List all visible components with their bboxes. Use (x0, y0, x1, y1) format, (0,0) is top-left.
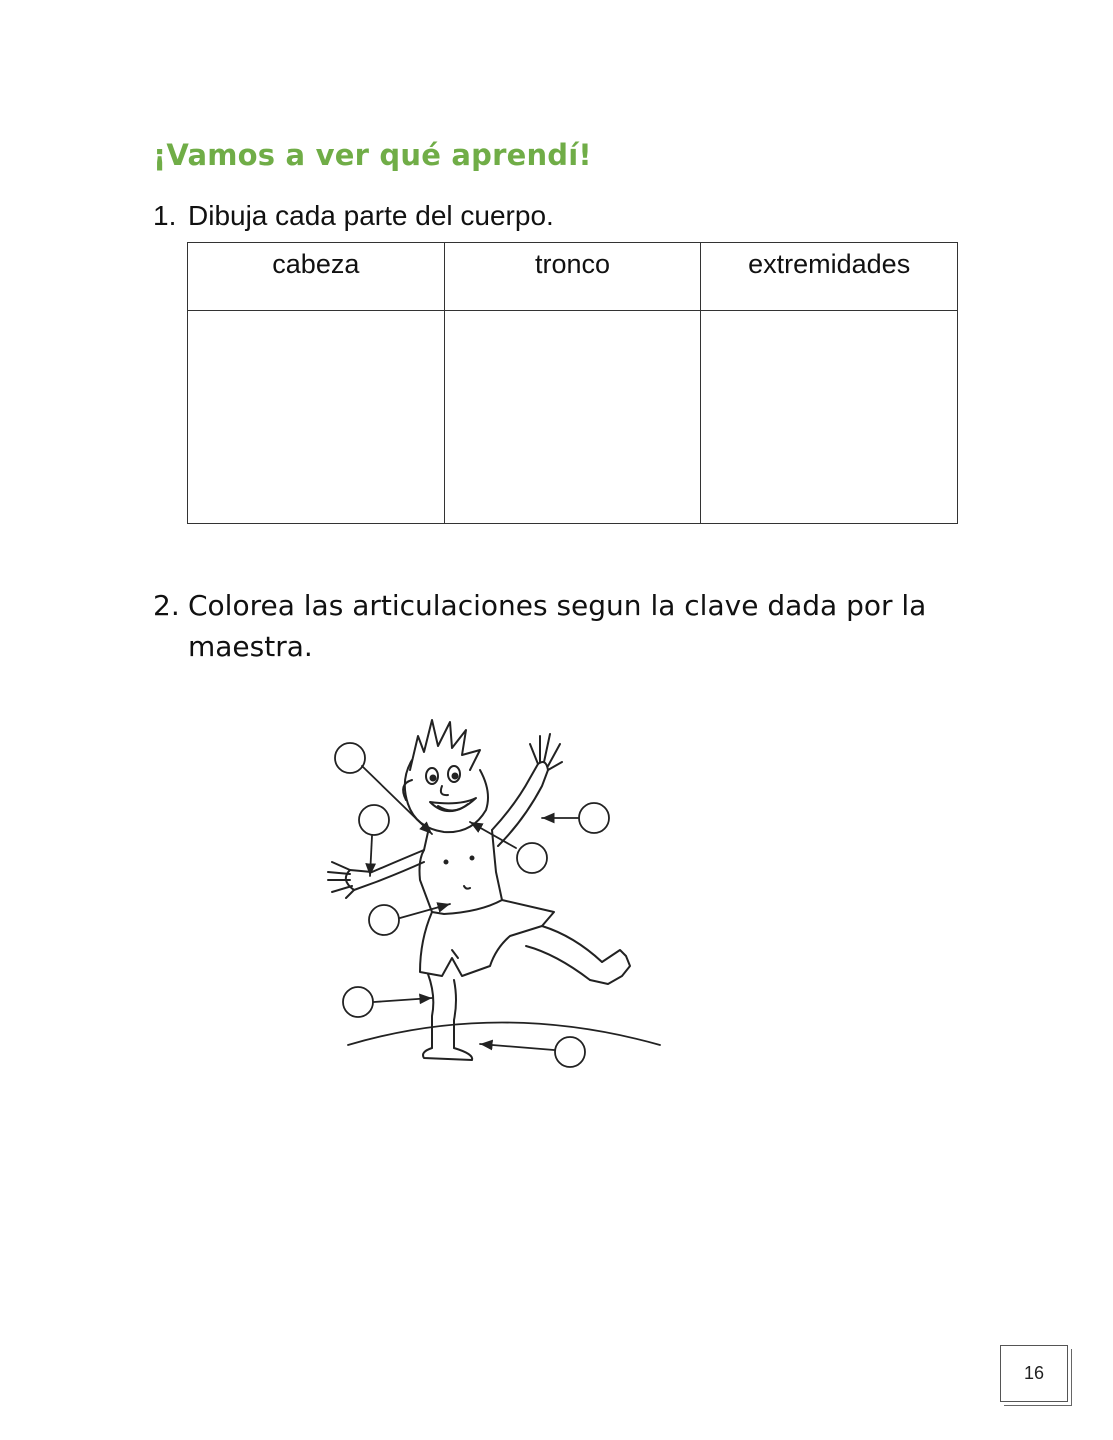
drawing-cell-tronco[interactable] (444, 311, 701, 524)
label-circle-elbow-left (359, 805, 389, 835)
label-circle-knee (343, 987, 373, 1017)
label-circle-shoulder (517, 843, 547, 873)
label-circle-shoulder-right (579, 803, 609, 833)
header-tronco: tronco (444, 243, 701, 311)
hair (410, 720, 480, 770)
page-heading: ¡Vamos a ver qué aprendí! (153, 138, 592, 172)
table-header-row (188, 243, 958, 311)
boy-right-arm (492, 764, 548, 846)
boy-raised-foot (590, 950, 630, 984)
header-cabeza: cabeza (188, 243, 445, 311)
boy-smile (430, 798, 476, 811)
boy-left-arm (350, 850, 424, 890)
boy-standing-foot (423, 1048, 472, 1060)
question-1 (153, 200, 554, 232)
boy-shorts (420, 900, 554, 976)
ground-line (348, 1023, 660, 1046)
question-1-number: 1. (153, 200, 177, 231)
joint-labels (335, 743, 609, 1067)
label-circle-neck (335, 743, 365, 773)
boy-raised-leg (526, 926, 602, 980)
question-2 (153, 585, 983, 667)
question-1-text: Dibuja cada parte del cuerpo. (188, 200, 554, 231)
boy-joints-illustration (320, 700, 680, 1080)
drawing-row (188, 311, 958, 524)
boy-right-hand (530, 734, 562, 770)
label-circle-ankle (555, 1037, 585, 1067)
page-number: 16 (1023, 1363, 1045, 1383)
header-extremidades: extremidades (701, 243, 958, 311)
boy-torso (420, 830, 503, 914)
drawing-cell-cabeza[interactable] (188, 311, 445, 524)
question-2-number: 2. (153, 589, 180, 622)
question-2-text: Colorea las articulaciones segun la clave dada por la maestra. (188, 589, 927, 663)
drawing-cell-extremidades[interactable] (701, 311, 958, 524)
body-parts-table (187, 242, 958, 524)
boy-left-hand (328, 862, 354, 898)
boy-standing-leg (428, 974, 456, 1048)
page-number-box (1000, 1345, 1068, 1402)
label-circle-hip (369, 905, 399, 935)
